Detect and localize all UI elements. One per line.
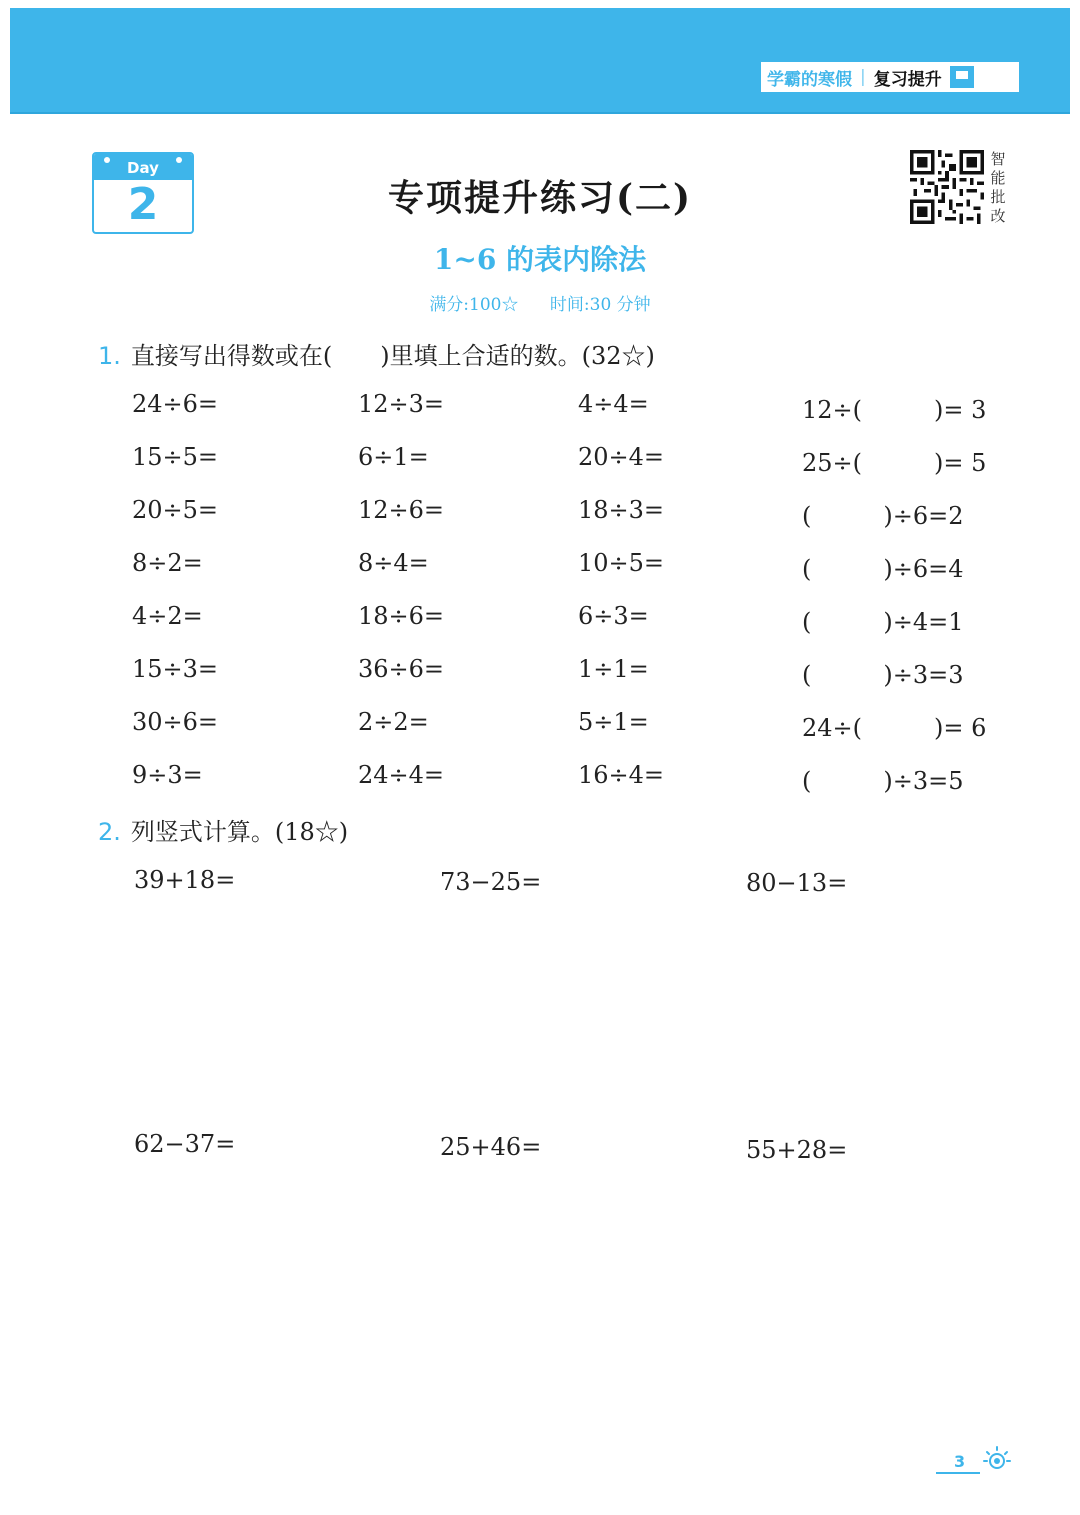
header-band: [10, 8, 1070, 112]
division-problem[interactable]: 6÷3=: [578, 602, 649, 630]
question-1-heading: [98, 336, 655, 371]
division-problem[interactable]: 24÷6=: [132, 390, 219, 418]
question-1-number: 1.: [98, 342, 121, 370]
question-2-instruction: 列竖式计算。(18☆): [130, 818, 349, 846]
division-problem[interactable]: 18÷6=: [358, 602, 445, 630]
division-problem[interactable]: ( )÷4=1: [802, 608, 964, 636]
page-number: 3: [954, 1452, 966, 1471]
division-problem[interactable]: ( )÷3=3: [802, 661, 964, 689]
division-problem[interactable]: 30÷6=: [132, 708, 219, 736]
question-1-instruction: 直接写出得数或在( )里填上合适的数。(32☆): [130, 342, 655, 370]
vertical-problem[interactable]: 80−13=: [746, 869, 848, 897]
division-problem[interactable]: 12÷6=: [358, 496, 445, 524]
book-icon: [950, 66, 974, 88]
division-problem[interactable]: 1÷1=: [578, 655, 649, 683]
division-problem[interactable]: 24÷( )= 6: [802, 714, 987, 742]
division-problem[interactable]: ( )÷6=4: [802, 555, 964, 583]
division-problem[interactable]: 2÷2=: [358, 708, 429, 736]
calendar-ring-icon: [176, 157, 182, 163]
day-label: Day: [94, 154, 192, 180]
page-title: 专项提升练习(二): [387, 177, 693, 219]
division-problem[interactable]: 24÷4=: [358, 761, 445, 789]
division-problem[interactable]: 12÷3=: [358, 390, 445, 418]
sun-icon: [982, 1444, 1012, 1474]
division-problem[interactable]: 16÷4=: [578, 761, 665, 789]
division-problem[interactable]: 5÷1=: [578, 708, 649, 736]
division-problem[interactable]: 6÷1=: [358, 443, 429, 471]
qr-label: 智能批改: [990, 150, 1006, 225]
qr-code-icon[interactable]: [910, 150, 984, 224]
day-number: 2: [127, 179, 159, 230]
division-problem[interactable]: ( )÷3=5: [802, 767, 964, 795]
division-problem[interactable]: 15÷5=: [132, 443, 219, 471]
series-tag: [761, 62, 1019, 92]
division-problem[interactable]: 10÷5=: [578, 549, 665, 577]
division-problem[interactable]: 9÷3=: [132, 761, 203, 789]
division-problem[interactable]: 25÷( )= 5: [802, 449, 987, 477]
division-problem[interactable]: 8÷2=: [132, 549, 203, 577]
division-problem[interactable]: 4÷4=: [578, 390, 649, 418]
calendar-ring-icon: [104, 157, 110, 163]
question-2-number: 2.: [98, 818, 121, 846]
series-separator: |: [860, 67, 866, 87]
vertical-problem[interactable]: 73−25=: [440, 868, 542, 896]
page-subtitle: 1~6 的表内除法: [433, 243, 647, 276]
vertical-problem[interactable]: 55+28=: [746, 1136, 848, 1164]
division-problem[interactable]: 8÷4=: [358, 549, 429, 577]
vertical-problem[interactable]: 62−37=: [134, 1130, 236, 1158]
vertical-problem[interactable]: 25+46=: [440, 1133, 542, 1161]
division-problem[interactable]: 18÷3=: [578, 496, 665, 524]
division-problem[interactable]: 36÷6=: [358, 655, 445, 683]
division-problem[interactable]: 20÷4=: [578, 443, 665, 471]
time-limit: 时间:30 分钟: [549, 295, 651, 315]
full-score: 满分:100☆: [429, 295, 519, 315]
series-name: 学霸的寒假: [767, 69, 852, 90]
division-problem[interactable]: 4÷2=: [132, 602, 203, 630]
series-section: 复习提升: [873, 69, 942, 90]
division-problem[interactable]: 15÷3=: [132, 655, 219, 683]
division-problem[interactable]: 12÷( )= 3: [802, 396, 987, 424]
footer-line: [936, 1472, 980, 1474]
division-problem[interactable]: ( )÷6=2: [802, 502, 964, 530]
question-2-heading: [98, 812, 348, 847]
score-time-info: [0, 290, 1080, 315]
division-problem[interactable]: 20÷5=: [132, 496, 219, 524]
vertical-problem[interactable]: 39+18=: [134, 866, 236, 894]
